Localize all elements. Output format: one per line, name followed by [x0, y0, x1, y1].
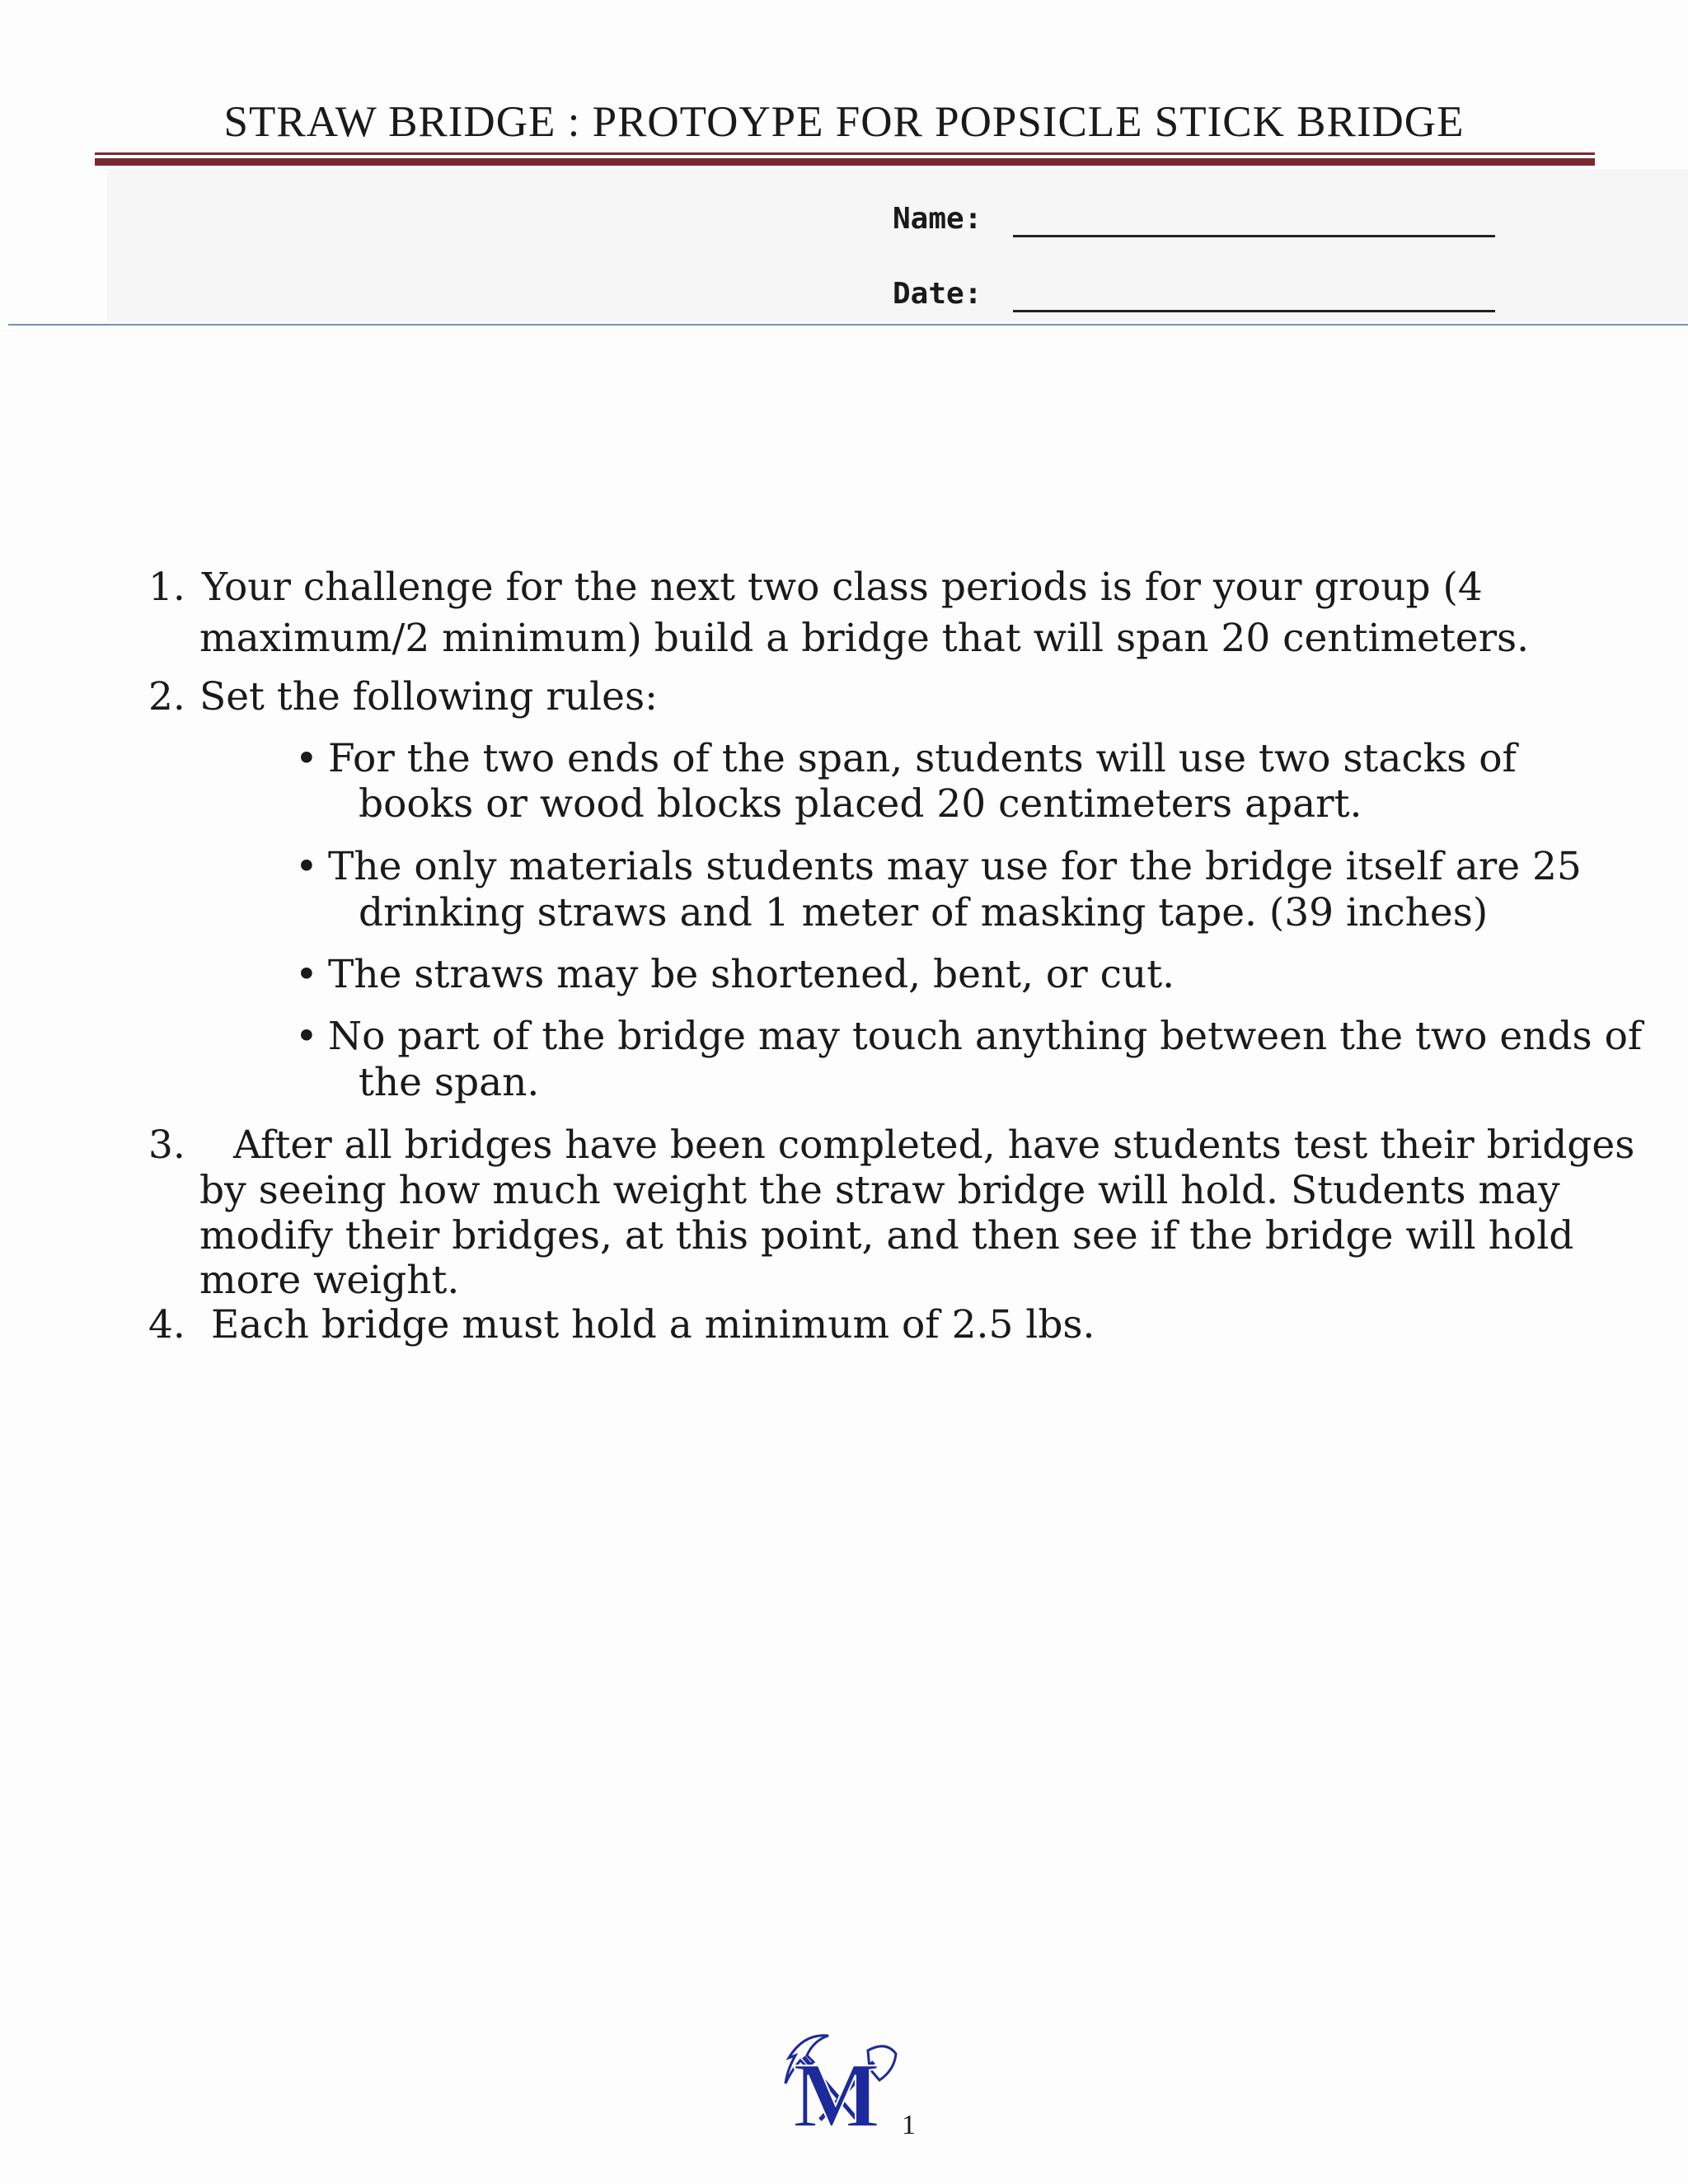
bullet-dot: •: [295, 736, 318, 781]
rule-line: The straws may be shortened, bent, or cut.: [328, 952, 1175, 997]
item-line: Set the following rules:: [199, 674, 658, 719]
item-number: 2.: [148, 674, 185, 719]
rule-line: No part of the bridge may touch anything between the two ends of: [328, 1014, 1643, 1059]
rule-line: For the two ends of the span, students will use two stacks of: [328, 736, 1517, 781]
bullet-dot: •: [295, 952, 318, 997]
bullet-dot: •: [295, 1014, 318, 1059]
item-line: modify their bridges, at this point, and then see if the bridge will hold: [199, 1213, 1574, 1258]
item-line: by seeing how much weight the straw bridge will hold. Students may: [199, 1168, 1560, 1213]
item-line: Your challenge for the next two class periods is for your group (4: [202, 565, 1483, 610]
rule-line: drinking straws and 1 meter of masking tape. (39 inches): [359, 890, 1489, 935]
item-number: 3.: [148, 1122, 185, 1168]
school-logo: [771, 2029, 903, 2132]
title-rule-thin: [95, 152, 1595, 155]
bullet-dot: •: [295, 844, 318, 889]
item-line: Each bridge must hold a minimum of 2.5 lbs.: [211, 1302, 1095, 1347]
date-line[interactable]: [1013, 310, 1495, 312]
title-rule-thick: [95, 158, 1595, 166]
rule-line: The only materials students may use for the bridge itself are 25: [328, 844, 1582, 889]
item-number: 1.: [148, 565, 185, 610]
name-field: [893, 202, 1012, 236]
header-divider: [8, 324, 1688, 326]
rule-line: books or wood blocks placed 20 centimeters apart.: [359, 781, 1362, 827]
item-number: 4.: [148, 1302, 185, 1347]
item-line: maximum/2 minimum) build a bridge that will span 20 centimeters.: [199, 616, 1530, 661]
date-field: [893, 277, 1012, 311]
page-title: STRAW BRIDGE : PROTOYPE FOR POPSICLE STICK BRIDGE: [223, 98, 1465, 146]
rule-line: the span.: [359, 1060, 540, 1105]
item-line: After all bridges have been completed, have students test their bridges: [233, 1122, 1635, 1168]
page-number: 1: [902, 2110, 916, 2140]
name-line[interactable]: [1013, 235, 1495, 237]
date-label: Date:: [893, 277, 982, 311]
item-line: more weight.: [199, 1258, 460, 1303]
name-label: Name:: [893, 202, 982, 236]
logo-letter: M: [793, 2045, 880, 2132]
